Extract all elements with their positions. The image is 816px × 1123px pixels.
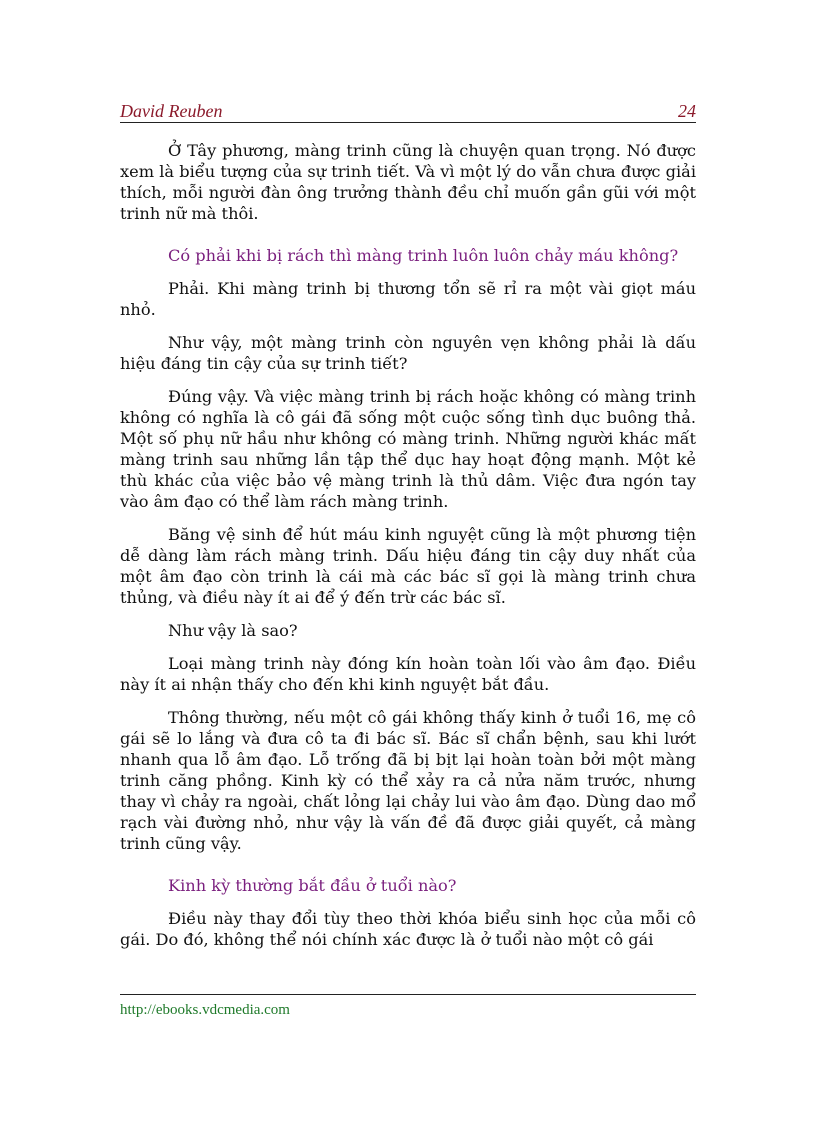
footer-link[interactable]: http://ebooks.vdcmedia.com	[120, 1002, 290, 1018]
page-footer	[120, 994, 696, 1018]
question-heading: Kinh kỳ thường bắt đầu ở tuổi nào?	[168, 876, 457, 895]
paragraph: Phải. Khi màng trinh bị thương tổn sẽ rỉ ra một vài giọt máu nhỏ.	[120, 279, 696, 319]
paragraph: Đúng vậy. Và việc màng trinh bị rách hoặc không có màng trinh không có nghĩa là cô gái đã sống một cuộc sống tình dục buông thả. Một số phụ nữ hầu như không có màng trinh. Những người khác mất màng trinh sau những lần tập thể dục hay hoạt động mạnh. Một kẻ thù khác của việc bảo vệ màng trinh là thủ dâm. Việc đưa ngón tay vào âm đạo có thể làm rách màng trinh.	[120, 387, 696, 511]
page-header	[120, 100, 696, 123]
paragraph: Như vậy, một màng trinh còn nguyên vẹn không phải là dấu hiệu đáng tin cậy của sự trinh tiết?	[120, 333, 696, 373]
paragraph: Loại màng trinh này đóng kín hoàn toàn lối vào âm đạo. Điều này ít ai nhận thấy cho đến khi kinh nguyệt bắt đầu.	[120, 654, 696, 694]
question-heading: Có phải khi bị rách thì màng trinh luôn luôn chảy máu không?	[168, 246, 679, 265]
page-number: 24	[678, 101, 696, 121]
paragraph: Thông thường, nếu một cô gái không thấy kinh ở tuổi 16, mẹ cô gái sẽ lo lắng và đưa cô ta đi bác sĩ. Bác sĩ chẩn bệnh, sau khi lướt nhanh qua lỗ âm đạo. Lỗ trống đã bị bịt lại hoàn toàn bởi một màng trinh căng phồng. Kinh kỳ có thể xảy ra cả nửa năm trước, nhưng thay vì chảy ra ngoài, chất lỏng lại chảy lui vào âm đạo. Dùng dao mổ rạch vài đường nhỏ, như vậy là vấn đề đã được giải quyết, cả màng trinh cũng vậy.	[120, 708, 696, 853]
paragraph: Ở Tây phương, màng trinh cũng là chuyện quan trọng. Nó được xem là biểu tượng của sự trinh tiết. Và vì một lý do vẫn chưa được giải thích, mỗi người đàn ông trưởng thành đều chỉ muốn gần gũi với một trinh nữ mà thôi.	[120, 141, 696, 223]
paragraph: Điều này thay đổi tùy theo thời khóa biểu sinh học của mỗi cô gái. Do đó, không thể nói chính xác được là ở tuổi nào một cô gái	[120, 909, 696, 949]
page-body	[120, 140, 696, 950]
paragraph: Băng vệ sinh để hút máu kinh nguyệt cũng là một phương tiện dễ dàng làm rách màng trinh. Dấu hiệu đáng tin cậy duy nhất của một âm đạo còn trinh là cái mà các bác sĩ gọi là màng trinh chưa thủng, và điều này ít ai để ý đến trừ các bác sĩ.	[120, 525, 696, 607]
paragraph: Như vậy là sao?	[168, 621, 298, 640]
document-page	[120, 100, 696, 1040]
author-name: David Reuben	[120, 101, 223, 121]
